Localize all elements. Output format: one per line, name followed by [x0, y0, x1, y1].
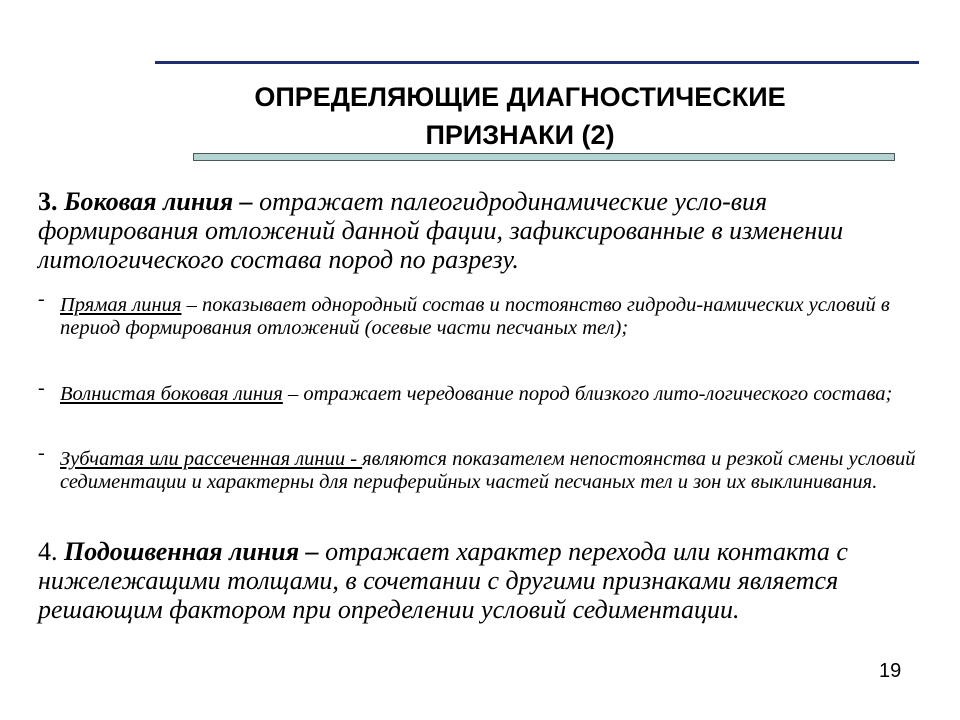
item-text: отражает характер перехода или контакта с нижележащими толщами, в сочетании с другими признаками является решающим фактором при определении условий седиментации.: [38, 537, 848, 624]
bullet-marker: -: [38, 288, 45, 310]
bullet-marker: -: [38, 377, 45, 399]
title-line-2: ПРИЗНАКИ (2): [425, 120, 615, 150]
title-line-1: ОПРЕДЕЛЯЮЩИЕ ДИАГНОСТИЧЕСКИЕ: [254, 82, 786, 112]
bullet-serrated-line: [38, 442, 918, 494]
bullet-text: являются показателем непостоянства и резкой смены условий седиментации и характерны для периферийных частей песчаных тел и зон их выклинивания.: [60, 448, 916, 493]
paragraph-lateral-line: [38, 187, 928, 274]
item-term: Боковая линия: [64, 187, 234, 216]
bullet-term: Зубчатая или рассеченная линии -: [60, 448, 363, 470]
top-rule: [155, 61, 919, 64]
bullet-wavy-line: [38, 377, 918, 406]
item-term: Подошвенная линия: [64, 537, 300, 566]
item-text: отражает палеогидродинамические усло-вия формирования отложений данной фации, зафиксированные в изменении литологического состава пород по разрезу.: [38, 187, 844, 274]
paragraph-base-line: [38, 537, 928, 624]
item-dash: –: [299, 537, 326, 566]
bullet-term: Прямая линия: [60, 294, 182, 316]
slide-title: [150, 78, 890, 154]
bullet-text: – показывает однородный состав и постоянство гидроди-намических условий в период формирования отложений (осевые части песчаных тел);: [60, 294, 890, 339]
title-underline-bar: [193, 153, 895, 161]
item-dash: –: [233, 187, 260, 216]
bullet-text: – отражает чередование пород близкого лито-логического состава;: [282, 383, 893, 405]
bullet-term: Волнистая боковая линия: [60, 383, 283, 405]
item-number: 4.: [38, 537, 58, 566]
item-number: 3.: [38, 187, 58, 216]
bullet-marker: -: [38, 442, 45, 464]
page-number: 19: [879, 660, 902, 682]
bullet-straight-line: [38, 288, 918, 340]
